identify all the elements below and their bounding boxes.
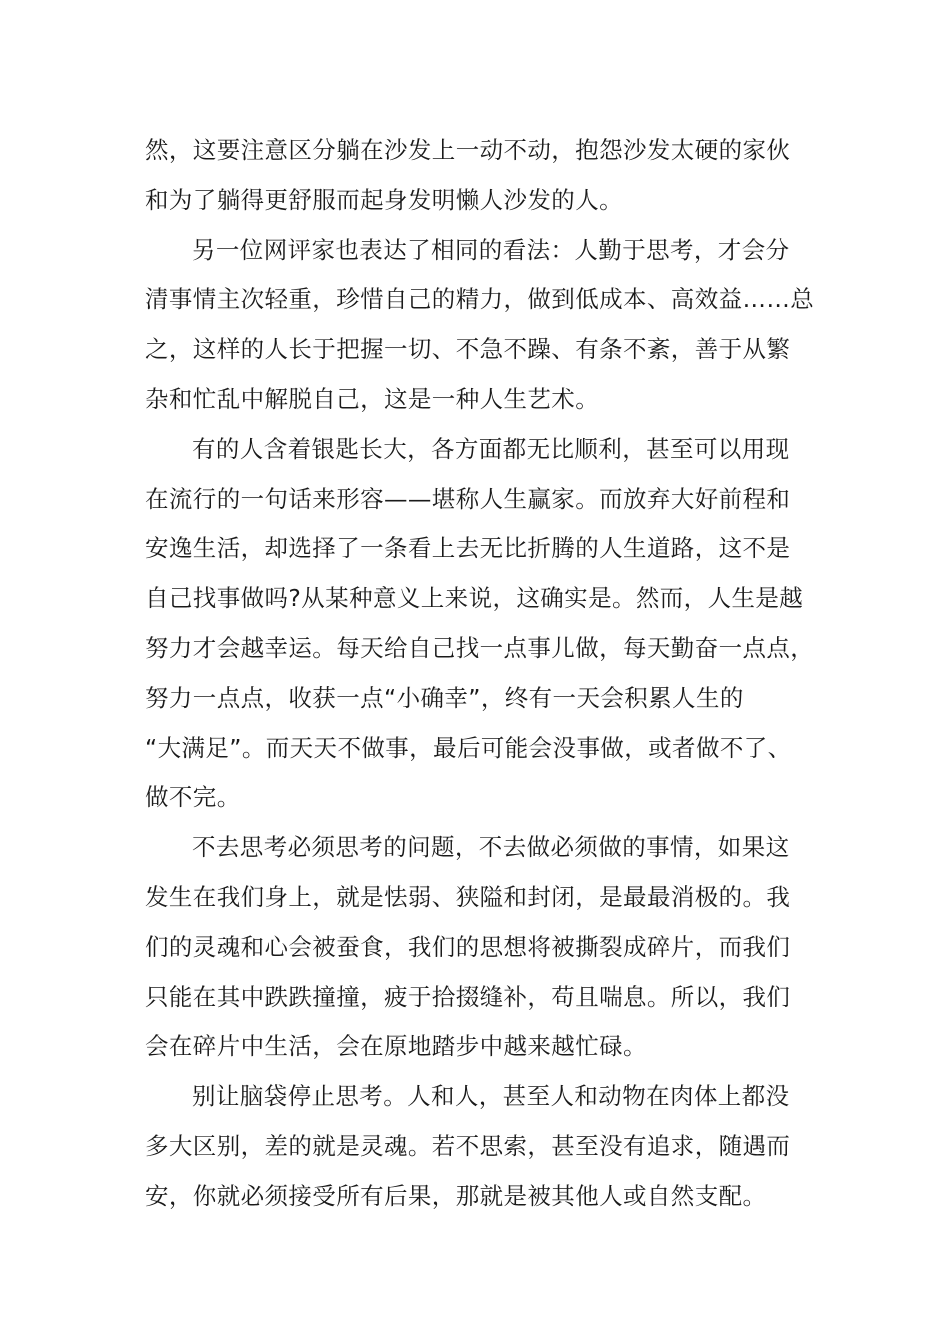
paragraph <box>145 823 810 1072</box>
text-line: 在流行的一句话来形容——堪称人生赢家。而放弃大好前程和 <box>145 484 791 513</box>
paragraph <box>145 126 810 226</box>
text-line: 不去思考必须思考的问题，不去做必须做的事情，如果这 <box>192 833 790 862</box>
paragraph <box>145 1072 810 1221</box>
text-line: 安，你就必须接受所有后果，那就是被其他人或自然支配。 <box>145 1181 767 1210</box>
text-line: “大满足”。而天天不做事，最后可能会没事做，或者做不了、 <box>145 733 792 762</box>
text-line: 另一位网评家也表达了相同的看法：人勤于思考，才会分 <box>192 235 790 264</box>
text-line: 发生在我们身上，就是怯弱、狭隘和封闭，是最最消极的。我 <box>145 882 791 911</box>
paragraph <box>145 226 815 425</box>
text-line: 努力一点点，收获一点“小确幸”，终有一天会积累人生的 <box>145 683 744 712</box>
text-line: 有的人含着银匙长大，各方面都无比顺利，甚至可以用现 <box>192 434 790 463</box>
text-line: 和为了躺得更舒服而起身发明懒人沙发的人。 <box>145 185 623 214</box>
text-line: 们的灵魂和心会被蚕食，我们的思想将被撕裂成碎片，而我们 <box>145 932 791 961</box>
text-line: 多大区别，差的就是灵魂。若不思索，甚至没有追求，随遇而 <box>145 1131 791 1160</box>
text-line: 会在碎片中生活，会在原地踏步中越来越忙碌。 <box>145 1032 647 1061</box>
text-line: 之，这样的人长于把握一切、不急不躁、有条不紊，善于从繁 <box>145 335 791 364</box>
text-line: 做不完。 <box>145 783 241 812</box>
text-line: 清事情主次轻重，珍惜自己的精力，做到低成本、高效益……总 <box>145 285 815 314</box>
article-body <box>145 126 815 1222</box>
text-line: 安逸生活，却选择了一条看上去无比折腾的人生道路，这不是 <box>145 534 791 563</box>
text-line: 别让脑袋停止思考。人和人，甚至人和动物在肉体上都没 <box>192 1082 790 1111</box>
paragraph <box>145 425 815 823</box>
text-line: 自己找事做吗?从某种意义上来说，这确实是。然而，人生是越 <box>145 584 804 613</box>
text-line: 努力才会越幸运。每天给自己找一点事儿做，每天勤奋一点点， <box>145 633 815 662</box>
text-line: 只能在其中跌跌撞撞，疲于拾掇缝补，苟且喘息。所以，我们 <box>145 982 791 1011</box>
text-line: 杂和忙乱中解脱自己，这是一种人生艺术。 <box>145 384 600 413</box>
text-line: 然，这要注意区分躺在沙发上一动不动，抱怨沙发太硬的家伙 <box>145 136 791 164</box>
